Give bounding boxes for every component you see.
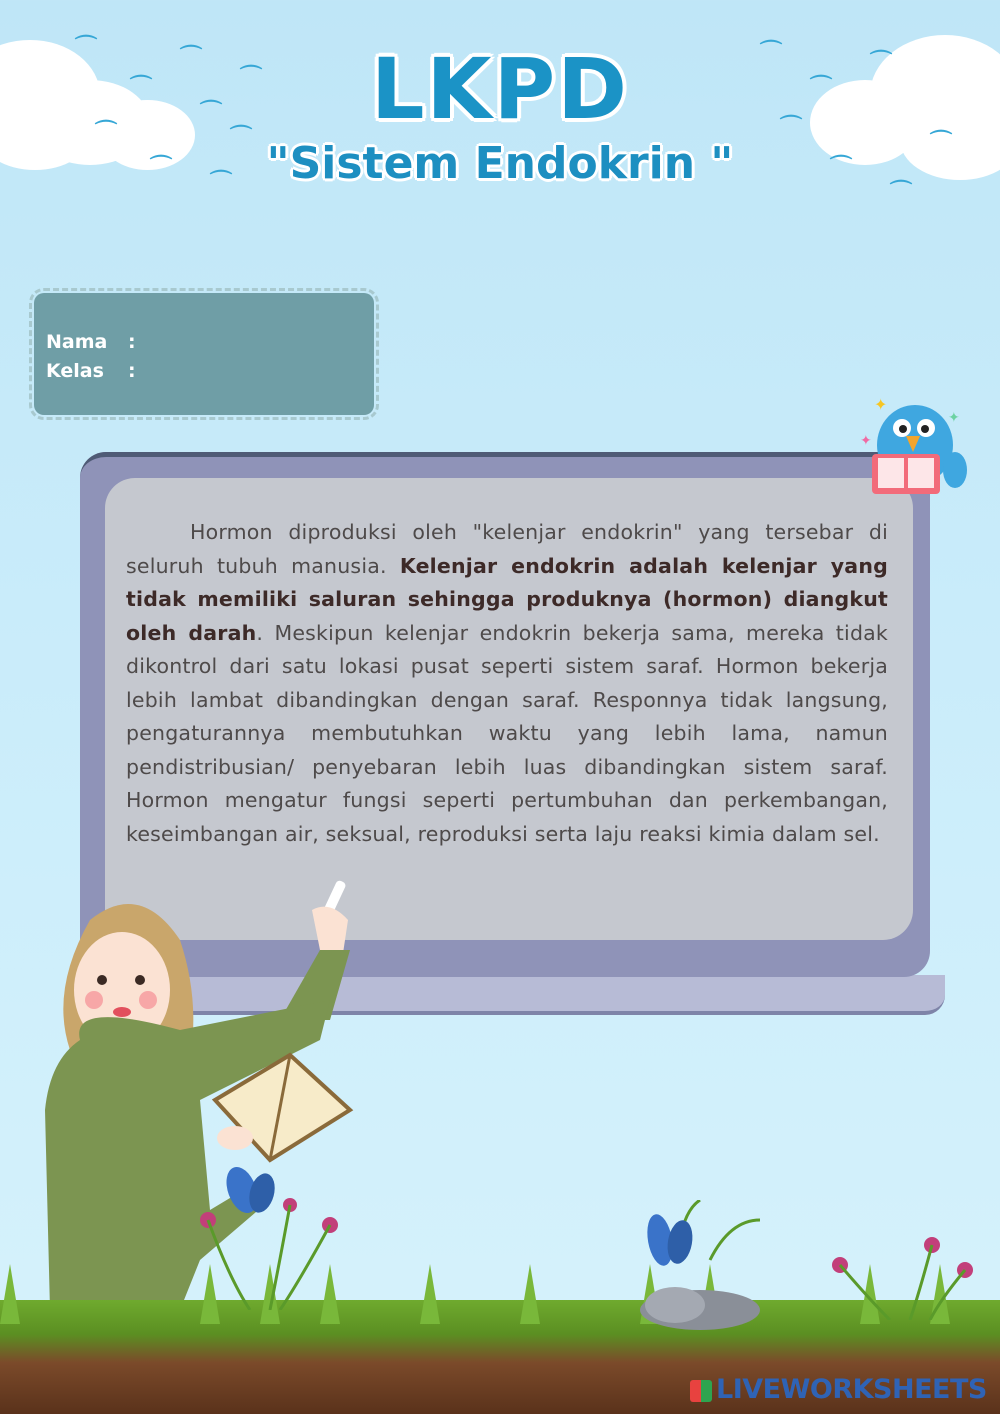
liveworksheets-logo — [690, 1374, 990, 1405]
kelas-row — [46, 360, 136, 382]
kelas-separator: : — [128, 360, 136, 382]
logo-squares-icon — [690, 1380, 712, 1402]
logo-text: LIVEWORKSHEETS — [716, 1374, 987, 1405]
nama-label: Nama — [46, 331, 108, 353]
page-subtitle: "Sistem Endokrin " — [266, 138, 734, 189]
butterfly-left-icon — [220, 1165, 280, 1225]
kelas-label: Kelas — [46, 360, 104, 382]
bird-mascot-icon — [860, 390, 970, 505]
svg-text:✦: ✦ — [874, 395, 888, 414]
flowers-right-icon — [820, 1230, 980, 1320]
nama-row — [46, 331, 136, 353]
svg-text:✦: ✦ — [860, 433, 872, 449]
reading-text — [126, 516, 888, 851]
flowers-center-icon — [620, 1200, 780, 1330]
text-part-1: Hormon diproduksi oleh "kelenjar endokrin" yang tersebar di seluruh tubuh manusia. — [126, 520, 888, 578]
svg-text:✦: ✦ — [948, 410, 960, 426]
page-title: LKPD — [371, 40, 629, 138]
text-bold-definition: Kelenjar endokrin adalah kelenjar yang tidak memiliki saluran sehingga produknya (hormon) diangkut oleh darah — [126, 553, 889, 645]
nama-separator: : — [128, 331, 136, 353]
text-part-2: . Meskipun kelenjar endokrin bekerja sama, mereka tidak dikontrol dari satu lokasi pusat seperti sistem saraf. Hormon bekerja lebih lambat dibandingkan dengan saraf. Responnya tidak langsung, pengaturannya membutuhkan waktu yang lebih lama, namun pendistribusian/ penyebaran lebih luas dibandingkan sistem saraf. Hormon mengatur fungsi seperti pertumbuhan dan perkembangan, keseimbangan air, seksual, reproduksi serta laju reaksi kimia dalam sel. — [126, 620, 888, 846]
identity-box — [34, 293, 374, 415]
